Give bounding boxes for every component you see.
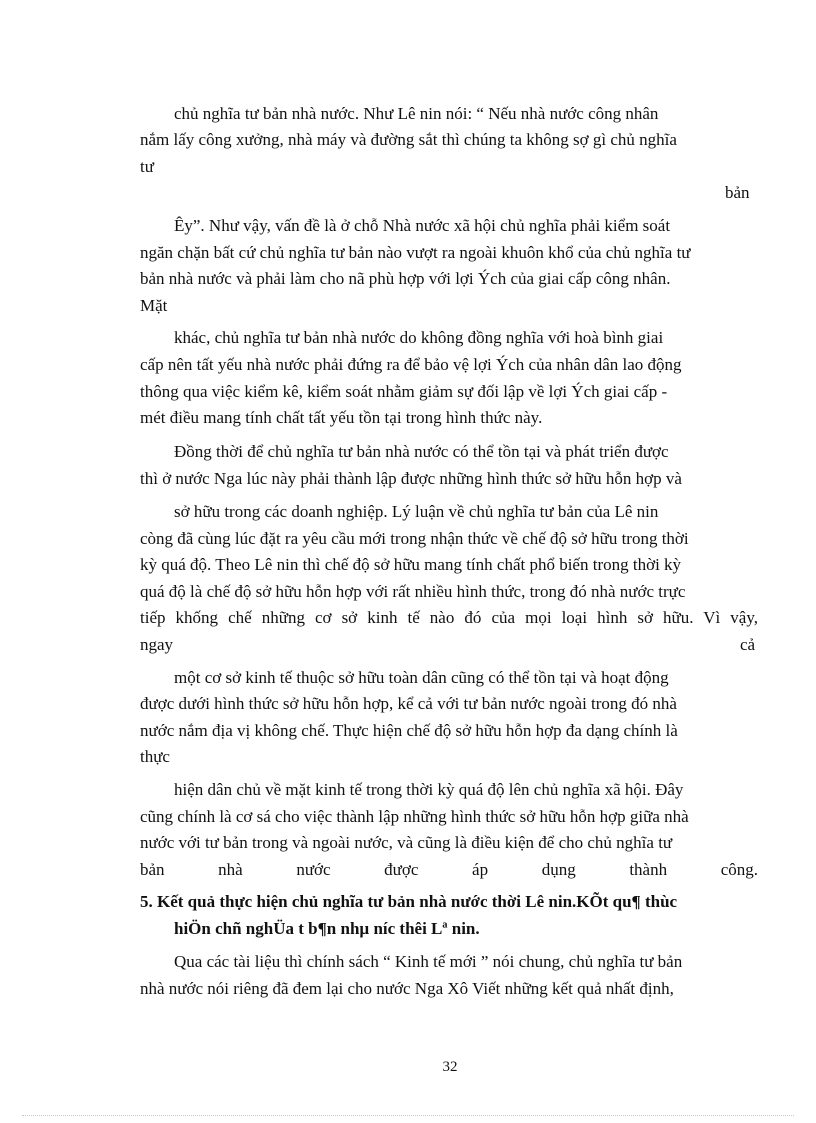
text-line: hiện dân chủ về mặt kinh tế trong thời kỳ quá độ lên chủ nghĩa xã hội. Đây bbox=[174, 780, 684, 799]
text-line: tư bbox=[140, 157, 154, 176]
text-line: cũng chính là cơ sá cho việc thành lập những hình thức sở hữu hỗn hợp giữa nhà bbox=[140, 807, 689, 826]
text-line: thông qua việc kiểm kê, kiểm soát nhằm giảm sự đối lập về lợi Ých giai cấp - bbox=[140, 382, 668, 401]
text-line: Mặt bbox=[140, 296, 168, 315]
text-line: còng đã cùng lúc đặt ra yêu cầu mới trong nhận thức về chế độ sở hữu trong thời bbox=[140, 529, 689, 548]
text-line: nhà nước nói riêng đã đem lại cho nước Nga Xô Viết những kết quả nhất định, bbox=[140, 979, 674, 998]
text-line: Qua các tài liệu thì chính sách “ Kinh tế mới ” nói chung, chủ nghĩa tư bản bbox=[174, 952, 683, 971]
text-line: khác, chủ nghĩa tư bản nhà nước do không đồng nghĩa với hoà bình giai bbox=[174, 328, 664, 347]
text-line: sở hữu trong các doanh nghiệp. Lý luận về chủ nghĩa tư bản của Lê nin bbox=[174, 502, 659, 521]
text-line: kỳ quá độ. Theo Lê nin thì chế độ sở hữu mang tính chất phổ biến trong thời kỳ bbox=[140, 555, 682, 574]
text-line: mét điều mang tính chất tất yếu tồn tại trong hình thức này. bbox=[140, 408, 543, 427]
text-line: ngay bbox=[140, 635, 174, 654]
text-line: nước với tư bản trong và ngoài nước, và cũng là điều kiện để cho chủ nghĩa tư bbox=[140, 833, 673, 852]
text-line: tiếp khống chế những cơ sở kinh tế nào đó của mọi loại hình sở hữu. Vì vậy, bbox=[140, 608, 758, 627]
text-line: cấp nên tất yếu nhà nước phải đứng ra để bảo vệ lợi Ých của nhân dân lao động bbox=[140, 355, 682, 374]
text-line: bản nhà nước và phải làm cho nã phù hợp với lợi Ých của giai cấp công nhân. bbox=[140, 269, 671, 288]
text-line: Đồng thời để chủ nghĩa tư bản nhà nước có thể tồn tại và phát triển được bbox=[174, 442, 669, 461]
text-line: ngăn chặn bất cứ chủ nghĩa tư bản nào vượt ra ngoài khuôn khổ của chủ nghĩa tư bbox=[140, 243, 691, 262]
text-line: nắm lấy công xưởng, nhà máy và đường sắt thì chúng ta không sợ gì chủ nghĩa bbox=[140, 130, 677, 149]
text-line: bản bbox=[725, 183, 750, 202]
text-line: thì ở nước Nga lúc này phải thành lập được những hình thức sở hữu hỗn hợp và bbox=[140, 469, 682, 488]
page-number: 32 bbox=[442, 1059, 458, 1075]
text-line: Êy”. Như vậy, vấn đề là ở chỗ Nhà nước xã hội chủ nghĩa phải kiểm soát bbox=[174, 216, 671, 235]
text-line: quá độ là chế độ sở hữu hỗn hợp với rất nhiều hình thức, trong đó nhà nước trực bbox=[140, 582, 686, 601]
text-line: cả bbox=[740, 635, 756, 654]
text-line: nước nắm địa vị không chế. Thực hiện chế độ sở hữu hỗn hợp đa dạng chính là bbox=[140, 721, 678, 740]
text-line: bản nhà nước được áp dụng thành công. bbox=[140, 860, 758, 879]
text-line: thực bbox=[140, 747, 170, 766]
text-line: được dưới hình thức sở hữu hỗn hợp, kể cả với tư bản nước ngoài trong đó nhà bbox=[140, 694, 677, 713]
text-line: chủ nghĩa tư bản nhà nước. Như Lê nin nói: “ Nếu nhà nước công nhân bbox=[174, 104, 659, 123]
page-bottom-rule bbox=[22, 1115, 794, 1116]
text-line: một cơ sở kinh tế thuộc sở hữu toàn dân cũng có thể tồn tại và hoạt động bbox=[174, 668, 669, 687]
section-heading: 5. Kết quả thực hiện chủ nghĩa tư bản nhà nước thời Lê nin.KÕt qu¶ thùc bbox=[140, 892, 678, 911]
section-heading: hiÖn chñ nghÜa t b¶n nhµ níc thêi Lª nin. bbox=[174, 919, 480, 938]
